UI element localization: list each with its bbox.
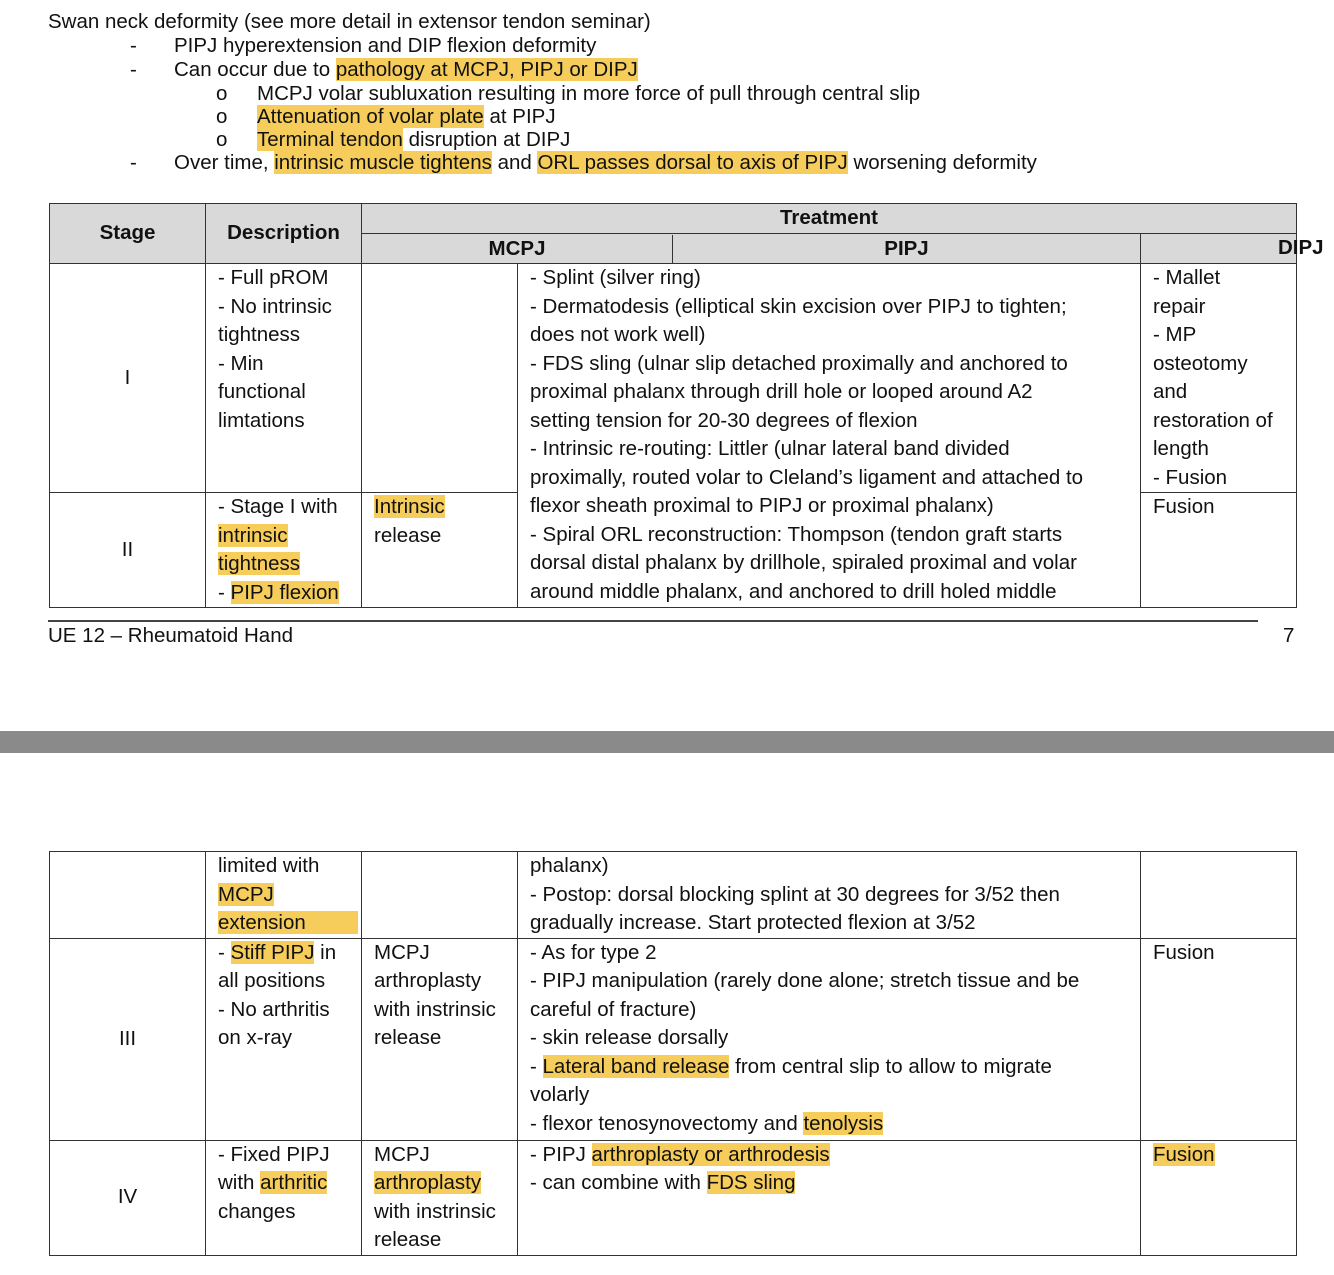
header-stage: Stage (50, 204, 206, 264)
highlight: pathology at MCPJ, PIPJ or DIPJ (335, 58, 638, 81)
stage-cell: III (50, 938, 206, 1140)
highlight: extension (218, 911, 358, 934)
highlight: PIPJ flexion (230, 580, 339, 604)
page-separator (0, 731, 1334, 753)
description-cell: - Stiff PIPJ in all positions - No arthritis on x-ray (206, 938, 362, 1140)
bullet-circle: o (216, 105, 228, 128)
mcpj-cell (362, 852, 518, 939)
bullet-circle: o (216, 128, 228, 151)
dipj-cell: Fusion (1141, 938, 1297, 1140)
highlight: FDS sling (706, 1171, 796, 1194)
stage-cell: IV (50, 1140, 206, 1255)
bullet-dash: - (130, 58, 137, 81)
highlight: MCPJ (218, 882, 274, 906)
bullet-text: Can occur due to pathology at MCPJ, PIPJ or DIPJ (174, 58, 638, 81)
sub-bullet-text: Terminal tendon disruption at DIPJ (257, 128, 571, 151)
highlight: tenolysis (803, 1111, 884, 1135)
pipj-cell: - As for type 2 - PIPJ manipulation (rarely done alone; stretch tissue and be careful of fracture) - skin release dorsally - Lateral band release from central slip to allow to migrate volarly - flexor tenosynovectomy and tenolysis (518, 938, 1141, 1140)
bullet-dash: - (130, 34, 137, 57)
header-description: Description (206, 204, 362, 264)
header-pipj: PIPJ (884, 236, 929, 260)
dipj-cell (1141, 1140, 1297, 1255)
pipj-cell: - PIPJ arthroplasty or arthrodesis - can combine with FDS sling (518, 1140, 1141, 1255)
sub-bullet-text: Attenuation of volar plate at PIPJ (257, 105, 556, 128)
description-cell: - Full pROM - No intrinsic tightness - Min functional limtations (206, 264, 362, 493)
header-dipj: DIPJ (1141, 234, 1297, 264)
description-cell: - Stage I with intrinsic tightness - PIPJ flexion (206, 493, 362, 608)
page-number: 7 (1283, 624, 1295, 647)
table-row-stage-3 (50, 938, 1297, 1140)
dipj-cell (1141, 852, 1297, 939)
mcpj-cell (362, 264, 518, 493)
treatment-table-page2 (49, 851, 1297, 1256)
dipj-cell: Fusion (1141, 493, 1297, 608)
header-mcpj-pipj (362, 234, 1141, 264)
bullet-dash: - (130, 151, 137, 174)
bullet-circle: o (216, 82, 228, 105)
highlight: tightness (218, 552, 301, 575)
pipj-cell: phalanx) - Postop: dorsal blocking splint at 30 degrees for 3/52 then gradually increase. Start protected flexion at 3/52 (518, 852, 1141, 939)
dipj-cell: - Mallet repair - MP osteotomy and restoration of length - Fusion (1141, 264, 1297, 493)
header-treatment: Treatment (362, 204, 1297, 234)
table-row-stage-2-continued (50, 852, 1297, 939)
highlight: arthroplasty or arthrodesis (591, 1142, 830, 1166)
table-row-stage-1 (50, 264, 1297, 493)
mcpj-cell: MCPJ arthroplasty with instrinsic release (362, 938, 518, 1140)
mcpj-cell: Intrinsic release (362, 493, 518, 608)
treatment-table-page1 (49, 203, 1324, 608)
highlight: ORL passes dorsal to axis of PIPJ (537, 151, 848, 174)
highlight: Intrinsic (374, 495, 445, 518)
sub-bullet-text: MCPJ volar subluxation resulting in more force of pull through central slip (257, 82, 921, 105)
stage-cell: I (50, 264, 206, 493)
bullet-text: PIPJ hyperextension and DIP flexion deformity (174, 34, 597, 57)
bullet-text: Over time, intrinsic muscle tightens and ORL passes dorsal to axis of PIPJ worsening deformity (174, 151, 1037, 174)
highlight: intrinsic muscle tightens (274, 151, 492, 174)
description-cell: - Fixed PIPJ with arthritic changes (206, 1140, 362, 1255)
footer-title: UE 12 – Rheumatoid Hand (48, 624, 294, 647)
highlight: Terminal tendon (257, 128, 403, 151)
highlight: arthritic (260, 1171, 328, 1194)
highlight: Stiff PIPJ (230, 940, 315, 964)
header-mcpj: MCPJ (362, 235, 673, 263)
section-title: Swan neck deformity (see more detail in extensor tendon seminar) (48, 10, 651, 33)
highlight: Lateral band release (542, 1054, 730, 1078)
highlight: intrinsic (218, 523, 288, 547)
pipj-cell: - Splint (silver ring) - Dermatodesis (elliptical skin excision over PIPJ to tighten; does not work well) - FDS sling (ulnar slip detached proximally and anchored to proximal phalanx through drill hole or looped around A2 setting tension for 20-30 degrees of flexion - Intrinsic re-routing: Littler (ulnar lateral band divided proximally, routed volar to Cleland’s ligament and attached to flexor sheath proximal to PIPJ or proximal phalanx) - Spiral ORL reconstruction: Thompson (tendon graft starts dorsal distal phalanx by drillhole, spiraled proximal and volar around middle phalanx, and anchored to drill holed middle (518, 264, 1141, 608)
highlight: Fusion (1153, 1142, 1215, 1166)
description-cell: limited with MCPJ extension (206, 852, 362, 939)
mcpj-cell: MCPJ arthroplasty with instrinsic release (362, 1140, 518, 1255)
stage-cell: II (50, 493, 206, 608)
highlight: Attenuation of volar plate (257, 105, 484, 128)
highlight: arthroplasty (374, 1171, 482, 1194)
table-row-stage-4 (50, 1140, 1297, 1255)
stage-cell (50, 852, 206, 939)
